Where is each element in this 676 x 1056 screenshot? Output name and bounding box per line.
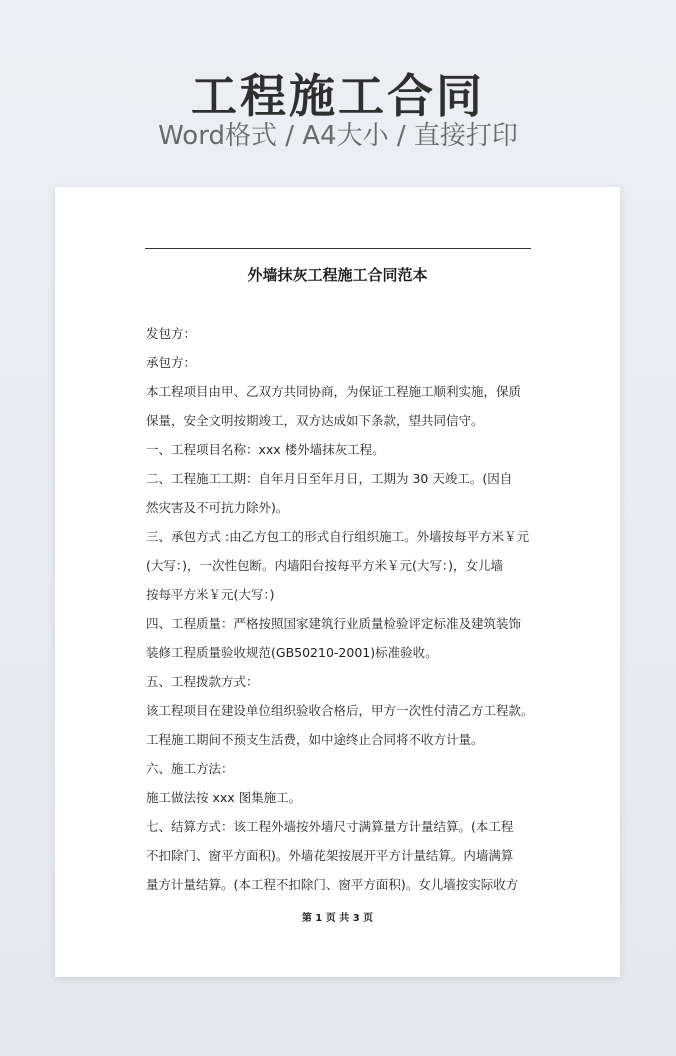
text-line-clause-3: 三、承包方式 :由乙方包工的形式自行组织施工。外墙按每平方米￥元: [146, 529, 530, 544]
text-line-clause-7: 不扣除门、窗平方面积)。外墙花架按展开平方计量结算。内墙满算: [146, 848, 514, 863]
text-line-clause-7: 量方计量结算。(本工程不扣除门、窗平方面积)。女儿墙按实际收方: [146, 877, 519, 892]
text-line-clause-2: 二、工程施工工期：自年月日至年月日，工期为 30 天竣工。(因自: [146, 471, 513, 486]
text-line-clause-4: 装修工程质量验收规范(GB50210-2001)标准验收。: [146, 645, 438, 660]
text-line-clause-5: 工程施工期间不预支生活费，如中途终止合同将不收方计量。: [146, 732, 484, 747]
text-line-contractor: 承包方：: [146, 355, 197, 370]
text-line-clause-1: 一、工程项目名称：xxx 楼外墙抹灰工程。: [146, 442, 385, 457]
text-line-clause-2: 然灾害及不可抗力除外)。: [146, 500, 289, 515]
document-title: 外墙抹灰工程施工合同范本: [247, 266, 428, 284]
text-line-preamble: 保量，安全文明按期竣工，双方达成如下条款，望共同信守。: [146, 413, 484, 428]
header-rule: [145, 248, 531, 249]
text-line-clause-3: 按每平方米￥元(大写：): [146, 587, 275, 602]
text-line-clause-6: 施工做法按 xxx 图集施工。: [146, 790, 302, 805]
document-body: [146, 319, 540, 899]
text-line-clause-5: 五、工程拨款方式：: [146, 674, 259, 689]
text-line-preamble: 本工程项目由甲、乙双方共同协商，为保证工程施工顺利实施，保质: [146, 384, 522, 399]
banner-subtitle: Word格式 / A4大小 / 直接打印: [158, 121, 518, 151]
text-line-employer: 发包方：: [146, 326, 197, 341]
banner-title: 工程施工合同: [191, 69, 485, 123]
document-page: [55, 187, 620, 977]
text-line-clause-3: (大写：)，一次性包断。内墙阳台按每平方米￥元(大写：)，女儿墙: [146, 558, 504, 573]
text-line-clause-4: 四、工程质量：严格按照国家建筑行业质量检验评定标准及建筑装饰: [146, 616, 522, 631]
text-line-clause-5: 该工程项目在建设单位组织验收合格后，甲方一次性付清乙方工程款。: [146, 703, 534, 718]
text-line-clause-6: 六、施工方法：: [146, 761, 234, 776]
page-number: 第 1 页 共 3 页: [301, 913, 374, 924]
text-line-clause-7: 七、结算方式：该工程外墙按外墙尺寸满算量方计量结算。(本工程: [146, 819, 514, 834]
